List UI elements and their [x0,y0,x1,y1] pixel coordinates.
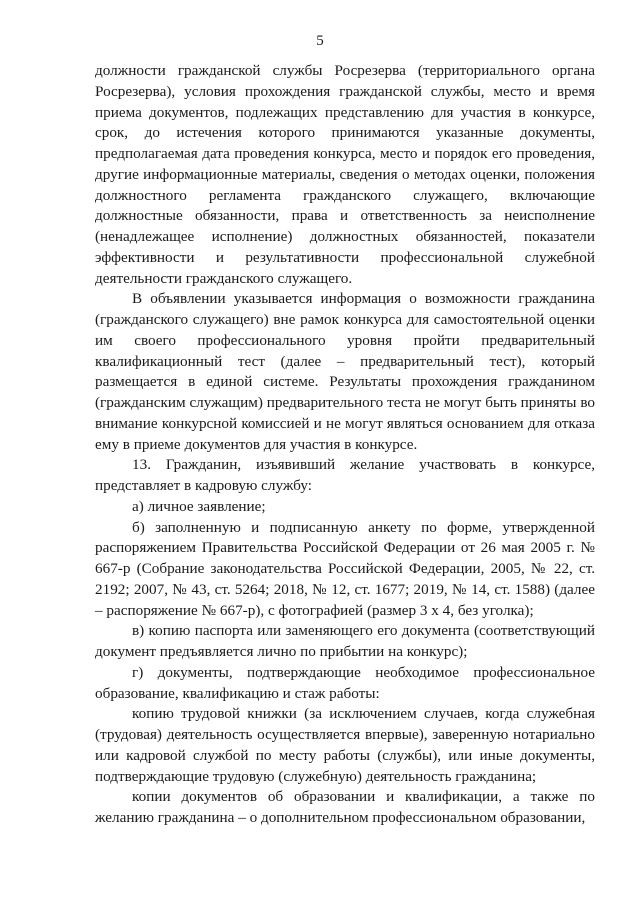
list-item-g: г) документы, подтверждающие необходимое профессиональное образование, квалификацию и стаж работы: [95,663,595,702]
paragraph-work-record: копию трудовой книжки (за исключением случаев, когда служебная (трудовая) деятельность осуществляется впервые), заверенную нотариально или кадровой службой по месту работы (службы), или иные документы, подтверждающие трудовую (служебную) деятельность гражданина; [95,705,595,785]
page-number: 5 [316,33,324,49]
paragraph-preliminary-test: В объявлении указывается информация о возможности гражданина (гражданского служащего) вне рамок конкурса для самостоятельной оценки им своего профессионального уровня пройти предварительный квалификационный тест (далее – предварительный тест), который размещается в единой системе. Результаты прохождения гражданином (гражданским служащим) предварительного теста не могут быть приняты во внимание конкурсной комиссией и не могут являться основанием для отказа ему в приеме документов для участия в конкурсе. [95,290,595,453]
paragraph-education-docs: копии документов об образовании и квалификации, а также по желанию гражданина – о дополнительном профессиональном образовании, [95,788,595,826]
paragraph-vacancy-conditions: должности гражданской службы Росрезерва (территориального органа Росрезерва), условия прохождения гражданской службы, место и время приема документов, подлежащих представлению для участия в конкурсе, срок, до истечения которого принимаются указанные документы, предполагаемая дата проведения конкурса, место и порядок его проведения, другие информационные материалы, сведения о методах оценки, положения должностного регламента гражданского служащего, включающие должностные обязанности, права и ответственность за неисполнение (ненадлежащее исполнение) должностных обязанностей, показатели эффективности и результативности профессиональной служебной деятельности гражданского служащего. [95,62,595,287]
list-item-v: в) копию паспорта или заменяющего его документа (соответствующий документ предъявляется лично по прибытии на конкурс); [95,622,595,660]
paragraph-13-intro: 13. Гражданин, изъявивший желание участвовать в конкурсе, представляет в кадровую службу: [95,456,595,494]
document-body [95,61,595,829]
list-item-a: а) личное заявление; [132,497,266,515]
list-item-b: б) заполненную и подписанную анкету по форме, утвержденной распоряжением Правительства Российской Федерации от 26 мая 2005 г. № 667-р (Собрание законодательства Российской Федерации, 2005, № 22, ст. 2192; 2007, № 43, ст. 5264; 2018, № 12, ст. 1677; 2019, № 14, ст. 1588) (далее – распоряжение № 667-р), с фотографией (размер 3 х 4, без уголка); [95,518,595,619]
